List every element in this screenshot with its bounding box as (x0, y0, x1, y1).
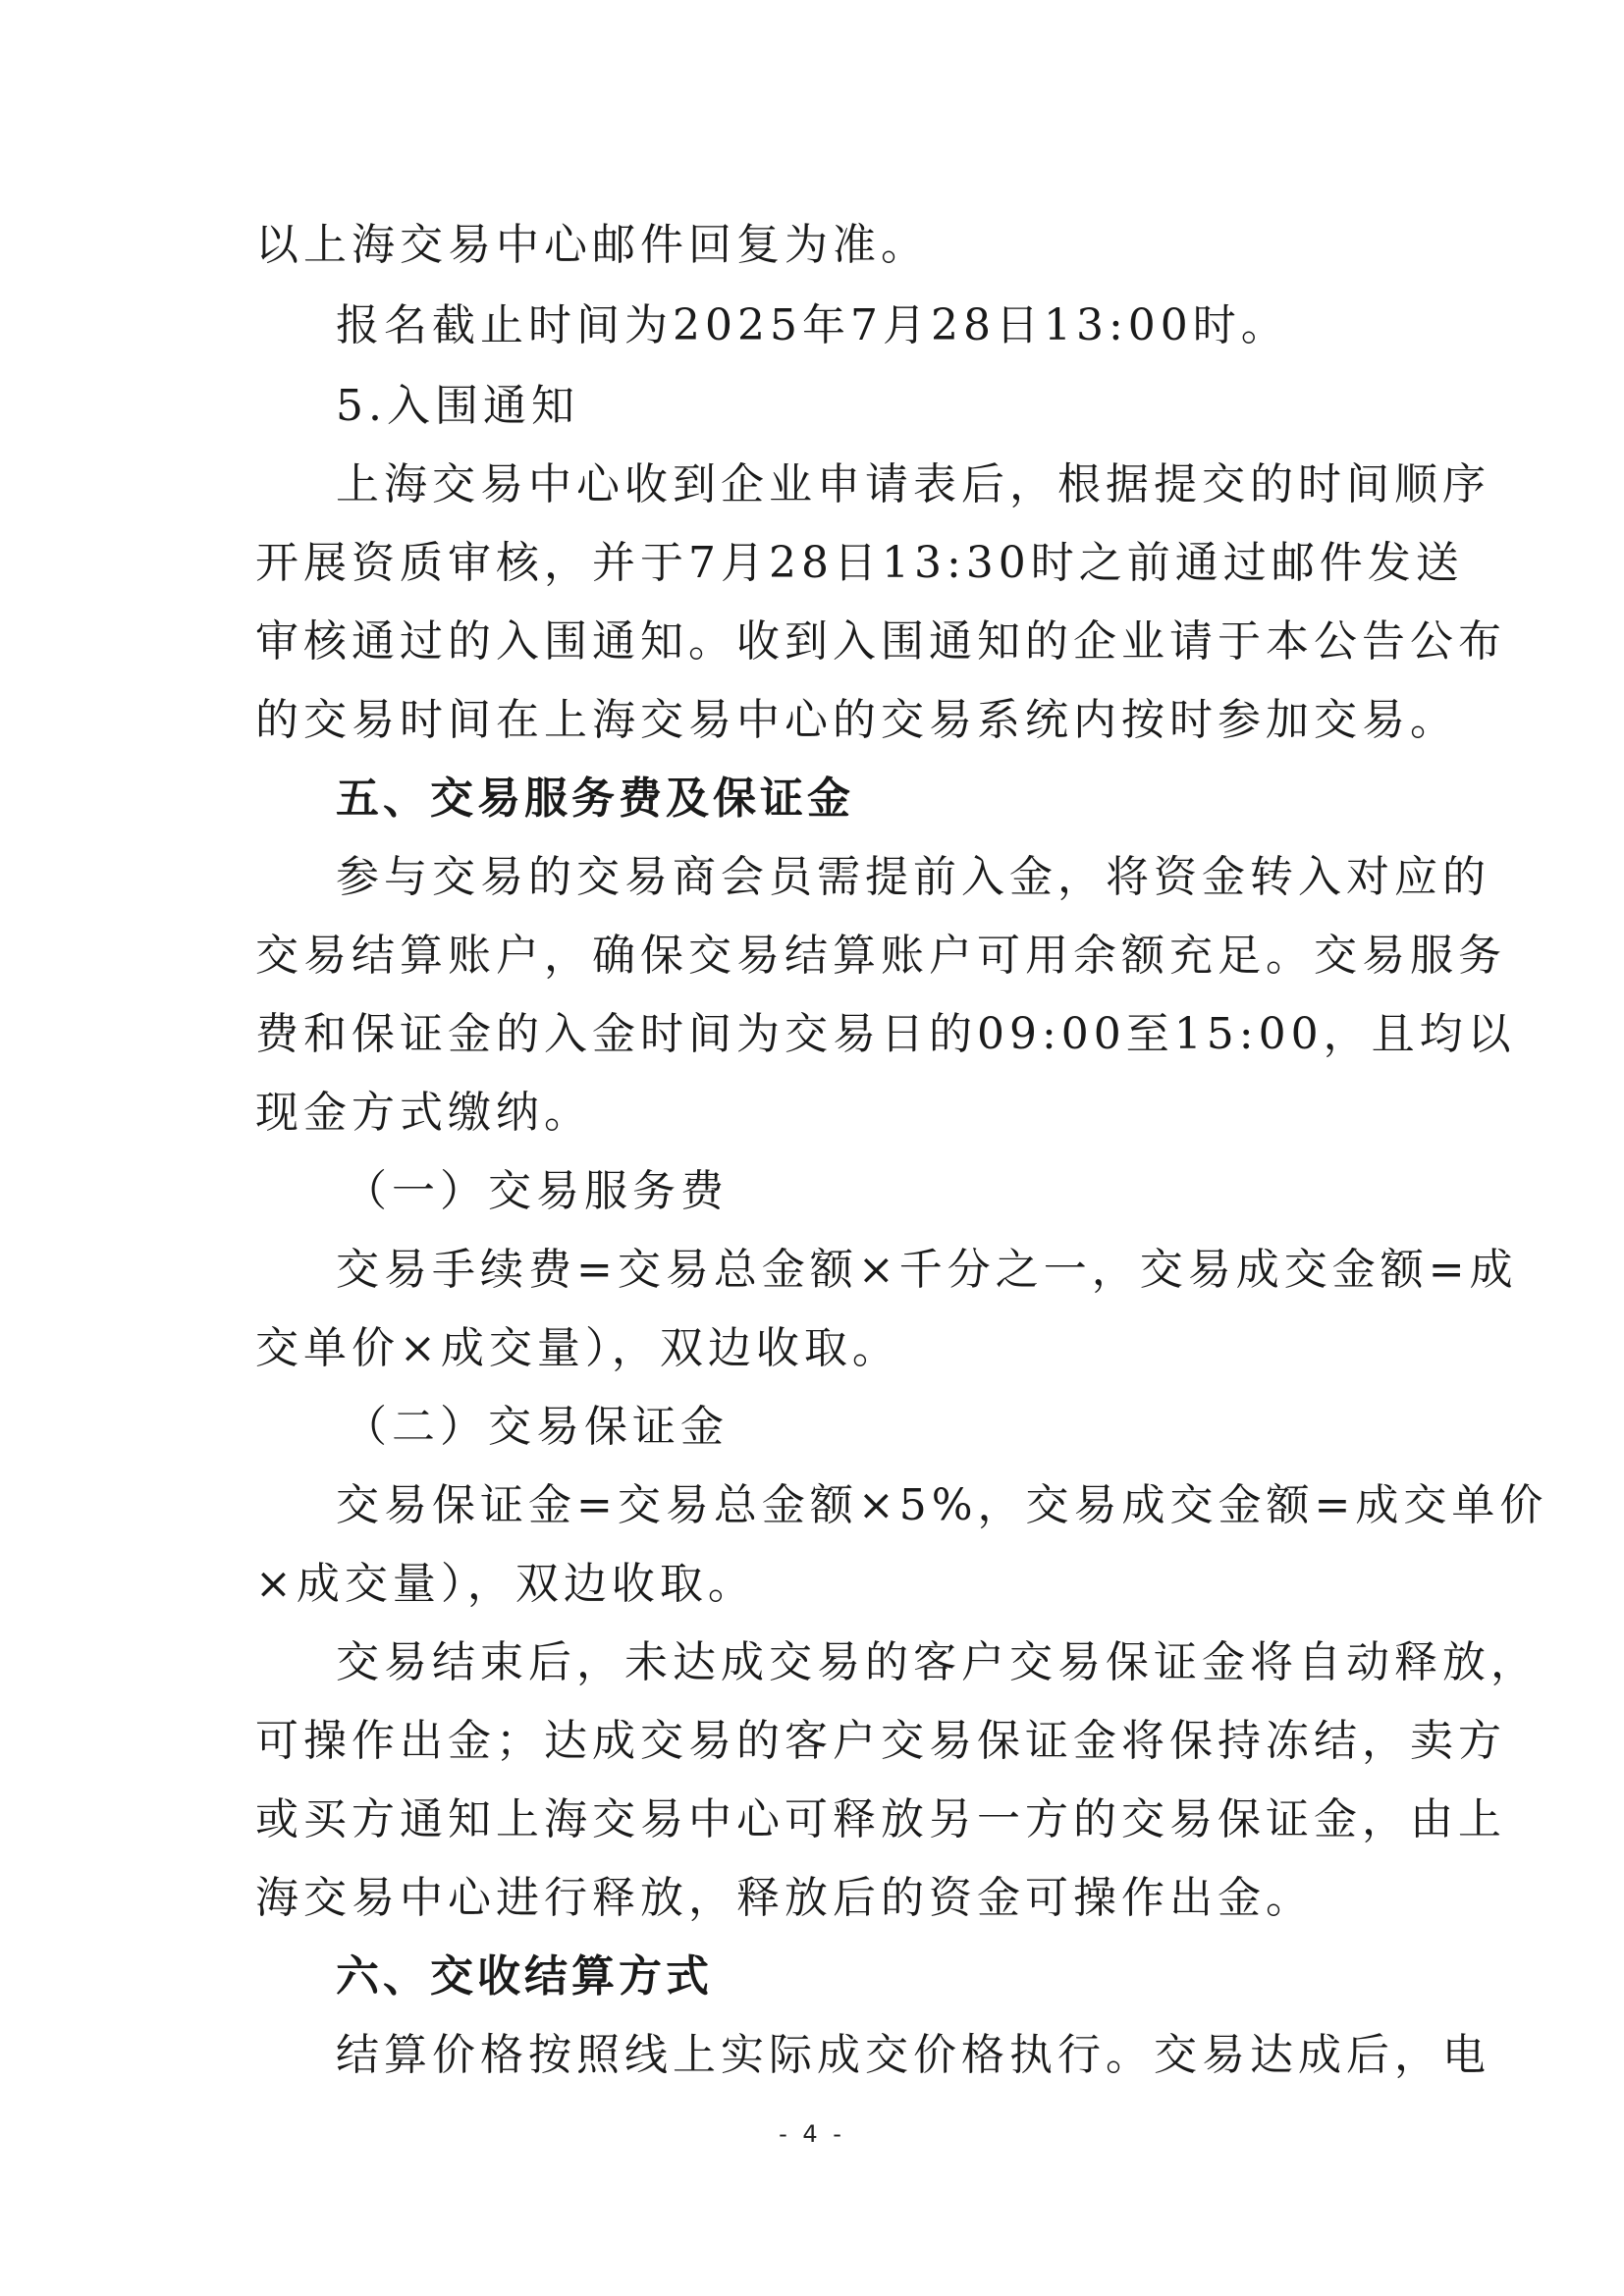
paragraph-line: 交易手续费=交易总金额×千分之一，交易成交金额=成 (336, 1245, 1518, 1295)
section-number-title: 5.入围通知 (336, 381, 579, 431)
section-heading: 五、交易服务费及保证金 (336, 774, 854, 824)
paragraph-line: 费和保证金的入金时间为交易日的09:00至15:00，且均以 (255, 1009, 1516, 1059)
paragraph-line: 报名截止时间为2025年7月28日13:00时。 (336, 300, 1289, 350)
paragraph-line: 现金方式缴纳。 (255, 1088, 592, 1138)
paragraph-line: 交易保证金=交易总金额×5%，交易成交金额=成交单价 (336, 1480, 1548, 1530)
paragraph-line: 参与交易的交易商会员需提前入金，将资金转入对应的 (336, 852, 1490, 902)
paragraph-line: 交单价×成交量），双边收取。 (255, 1323, 900, 1373)
page-number: - 4 - (779, 2120, 845, 2148)
subsection-heading: （一）交易服务费 (344, 1166, 729, 1216)
section-heading: 六、交收结算方式 (336, 1951, 713, 2002)
paragraph-line: 交易结束后，未达成交易的客户交易保证金将自动释放， (336, 1637, 1539, 1687)
paragraph-line: 开展资质审核，并于7月28日13:30时之前通过邮件发送 (255, 538, 1464, 588)
subsection-heading: （二）交易保证金 (344, 1402, 729, 1452)
paragraph-line: 可操作出金；达成交易的客户交易保证金将保持冻结，卖方 (255, 1716, 1506, 1766)
paragraph-line: ×成交量），双边收取。 (255, 1559, 756, 1609)
paragraph-line: 上海交易中心收到企业申请表后，根据提交的时间顺序 (336, 459, 1490, 509)
paragraph-line: 结算价格按照线上实际成交价格执行。交易达成后，电 (336, 2030, 1490, 2080)
paragraph-line: 交易结算账户，确保交易结算账户可用余额充足。交易服务 (255, 931, 1506, 981)
paragraph-line: 海交易中心进行释放，释放后的资金可操作出金。 (255, 1873, 1314, 1923)
paragraph-line: 或买方通知上海交易中心可释放另一方的交易保证金，由上 (255, 1794, 1506, 1844)
paragraph-line: 的交易时间在上海交易中心的交易系统内按时参加交易。 (255, 695, 1458, 745)
paragraph-line: 审核通过的入围通知。收到入围通知的企业请于本公告公布 (255, 616, 1506, 667)
paragraph-line: 以上海交易中心邮件回复为准。 (255, 220, 929, 270)
